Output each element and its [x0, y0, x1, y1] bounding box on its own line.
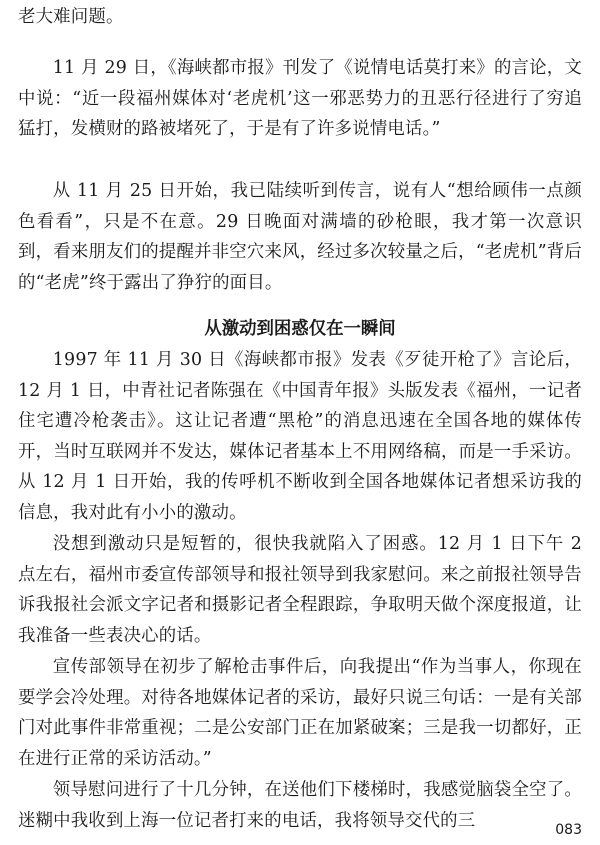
paragraph-phone-call: 领导慰问进行了十几分钟，在送他们下楼梯时，我感觉脑袋全空了。迷糊中我收到上海一位记者打来的电话，我将领导交代的三: [18, 780, 582, 831]
paragraph-continuation: 老大难问题。: [18, 7, 124, 27]
paragraph-haixia-report: 11 月 29 日，《海峡都市报》刊发了《说情电话莫打来》的言论，文中说：“近一段福州媒体对‘老虎机’这一邪恶势力的丑恶行径进行了穷追猛打，发横财的路被堵死了，于是有了许多说情电话。”: [18, 58, 582, 140]
paragraph-rumors: 从 11 月 25 日开始，我已陆续听到传言，说有人“想给顾伟一点颜色看看”，只是不在意。29 日晚面对满墙的砂枪眼，我才第一次意识到，看来朋友们的提醒并非空穴来风，经过多次较量之后，“老虎机”背后的“老虎”终于露出了狰狞的面目。: [18, 181, 582, 293]
paragraph-media-spread: 1997 年 11 月 30 日《海峡都市报》发表《歹徒开枪了》言论后，12 月 1 日，中青社记者陈强在《中国青年报》头版发表《福州，一记者住宅遭冷枪袭击》。这让记者遭“黑枪”的消息迅速在全国各地的媒体传开，当时互联网并不发达，媒体记者基本上不用网络稿，而是一手采访。从 12 月 1 日开始，我的传呼机不断收到全国各地媒体记者想采访我的信息，我对此有小小的激动。: [18, 350, 582, 523]
page-number: 083: [555, 822, 582, 838]
section-heading: 从激动到困惑仅在一瞬间: [204, 319, 396, 339]
paragraph-confusion: 没想到激动只是短暂的，很快我就陷入了困惑。12 月 1 日下午 2 点左右，福州市委宣传部领导和报社领导到我家慰问。来之前报社领导告诉我报社会派文字记者和摄影记者全程跟踪，争取明天做个深度报道，让我准备一些表决心的话。: [18, 534, 582, 646]
paragraph-propaganda-dept: 宣传部领导在初步了解枪击事件后，向我提出“作为当事人，你现在要学会冷处理。对待各地媒体记者的采访，最好只说三句话：一是有关部门对此事件非常重视；二是公安部门正在加紧破案；三是我一切都好，正在进行正常的采访活动。”: [18, 657, 582, 769]
